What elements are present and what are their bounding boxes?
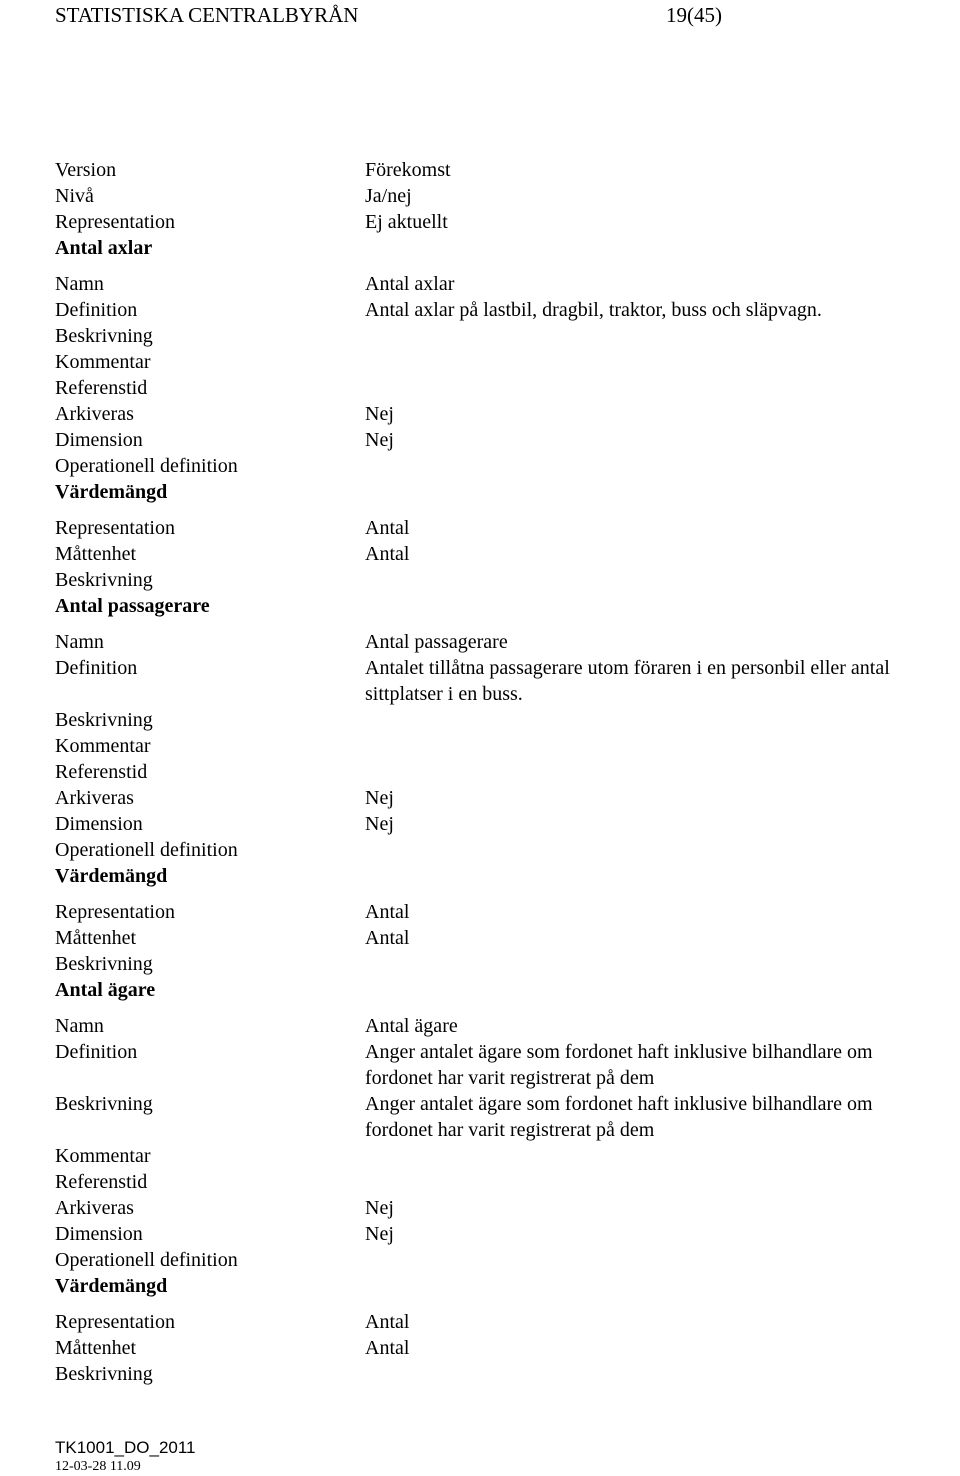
section-heading-row [0,479,960,505]
field-row [0,759,960,785]
field-row [0,157,960,183]
field-row [0,1247,960,1273]
section-heading-row [0,593,960,619]
field-label: Namn [55,631,104,653]
field-label: Arkiveras [55,403,134,425]
field-row [0,1039,960,1065]
field-row [0,1309,960,1335]
field-value: Nej [365,813,394,835]
field-value: Antal ägare [365,1015,458,1037]
field-label: Operationell definition [55,1249,238,1271]
field-value: Antal [365,1311,410,1333]
field-row [0,925,960,951]
field-row [0,655,960,681]
field-label: Måttenhet [55,927,137,949]
field-value: Anger antalet ägare som fordonet haft inklusive bilhandlare om [365,1041,873,1063]
field-value: Anger antalet ägare som fordonet haft inklusive bilhandlare om [365,1093,873,1115]
field-label: Måttenhet [55,1337,137,1359]
field-label: Namn [55,1015,104,1037]
field-label: Referenstid [55,761,148,783]
field-value: Nej [365,403,394,425]
section-heading: Antal axlar [55,237,153,259]
field-label: Beskrivning [55,953,153,975]
field-label: Arkiveras [55,787,134,809]
field-value: Ej aktuellt [365,211,448,233]
section-gap [0,619,960,629]
field-label: Operationell definition [55,455,238,477]
field-row [0,183,960,209]
section-gap [0,261,960,271]
field-label: Nivå [55,185,94,207]
document-body [0,157,960,1387]
field-row [0,1013,960,1039]
field-label: Representation [55,517,175,539]
page-number: 19(45) [666,3,722,27]
field-row [0,541,960,567]
field-value: Antal [365,517,410,539]
field-row [0,297,960,323]
field-value: Antal axlar på lastbil, dragbil, traktor, buss och släpvagn. [365,299,822,321]
field-row [0,427,960,453]
field-value: Antal [365,543,410,565]
field-row [0,1065,960,1091]
field-row [0,837,960,863]
field-value: fordonet har varit registrerat på dem [365,1119,655,1141]
section-heading-row [0,863,960,889]
field-label: Beskrivning [55,1093,153,1115]
field-label: Beskrivning [55,325,153,347]
footer-document-code: TK1001_DO_2011 [55,1438,196,1457]
field-row [0,1221,960,1247]
field-value: Antal [365,927,410,949]
field-label: Namn [55,273,104,295]
field-row [0,1335,960,1361]
section-heading: Värdemängd [55,865,168,887]
field-value: Antal passagerare [365,631,508,653]
section-heading-row [0,235,960,261]
field-value: Nej [365,1223,394,1245]
field-value: sittplatser i en buss. [365,683,523,705]
field-value: Antal [365,901,410,923]
section-heading-row [0,1273,960,1299]
field-row [0,349,960,375]
field-label: Kommentar [55,735,151,757]
field-row [0,453,960,479]
section-gap [0,889,960,899]
field-row [0,951,960,977]
field-row [0,681,960,707]
field-row [0,811,960,837]
field-value: Nej [365,429,394,451]
field-label: Dimension [55,429,143,451]
field-label: Referenstid [55,1171,148,1193]
field-row [0,401,960,427]
field-row [0,567,960,593]
field-row [0,1091,960,1117]
field-row [0,1117,960,1143]
field-label: Definition [55,1041,138,1063]
field-label: Version [55,159,117,181]
section-gap [0,1299,960,1309]
field-label: Beskrivning [55,709,153,731]
field-label: Representation [55,211,175,233]
field-row [0,629,960,655]
section-heading: Värdemängd [55,481,168,503]
section-heading-row [0,977,960,1003]
field-row [0,375,960,401]
field-value: fordonet har varit registrerat på dem [365,1067,655,1089]
field-value: Ja/nej [365,185,412,207]
field-value: Antal [365,1337,410,1359]
field-row [0,733,960,759]
field-label: Dimension [55,813,143,835]
field-label: Definition [55,657,138,679]
field-row [0,785,960,811]
field-row [0,1169,960,1195]
field-row [0,1143,960,1169]
section-gap [0,505,960,515]
field-row [0,515,960,541]
field-label: Representation [55,1311,175,1333]
section-heading: Antal ägare [55,979,156,1001]
field-label: Kommentar [55,1145,151,1167]
footer-date: 12-03-28 11.09 [55,1459,141,1474]
field-value: Antalet tillåtna passagerare utom föraren i en personbil eller antal [365,657,890,679]
field-row [0,899,960,925]
section-heading: Antal passagerare [55,595,210,617]
section-heading: Värdemängd [55,1275,168,1297]
field-label: Arkiveras [55,1197,134,1219]
field-label: Representation [55,901,175,923]
field-row [0,323,960,349]
field-label: Kommentar [55,351,151,373]
field-label: Definition [55,299,138,321]
field-label: Dimension [55,1223,143,1245]
field-label: Beskrivning [55,569,153,591]
field-label: Operationell definition [55,839,238,861]
header-title: STATISTISKA CENTRALBYRÅN [55,3,359,27]
field-value: Nej [365,1197,394,1219]
section-gap [0,1003,960,1013]
field-value: Nej [365,787,394,809]
field-row [0,271,960,297]
field-row [0,209,960,235]
field-value: Förekomst [365,159,451,181]
field-value: Antal axlar [365,273,455,295]
field-label: Måttenhet [55,543,137,565]
field-row [0,707,960,733]
field-label: Beskrivning [55,1363,153,1385]
field-row [0,1195,960,1221]
field-row [0,1361,960,1387]
field-label: Referenstid [55,377,148,399]
